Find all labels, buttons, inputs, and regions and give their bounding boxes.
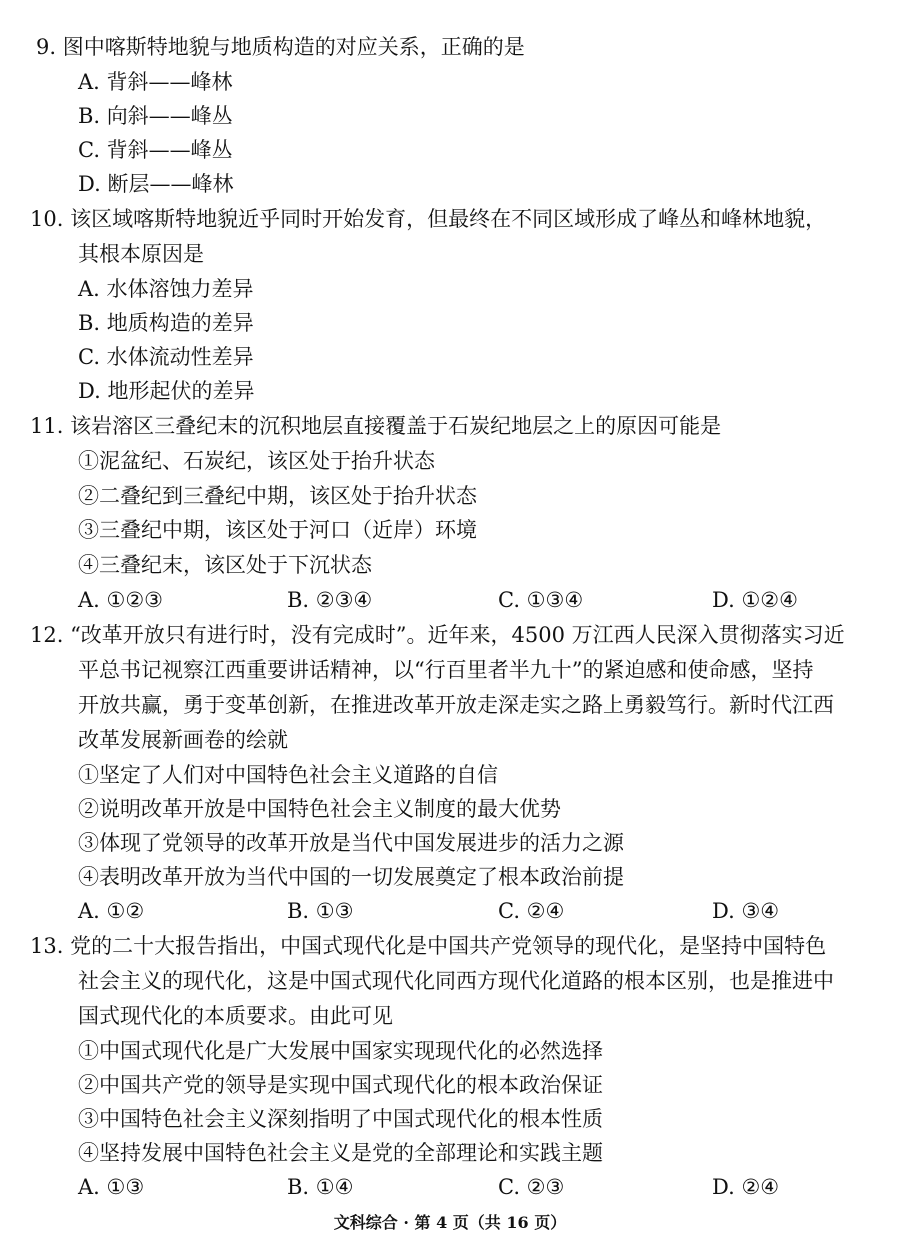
q13-choice-c: C. ②③	[498, 1175, 565, 1199]
q12-stem-line-4: 改革发展新画卷的绘就	[78, 728, 288, 752]
q13-statement-1: ①中国式现代化是广大发展中国家实现现代化的必然选择	[78, 1039, 603, 1063]
q12-stem-line-1: 12. “改革开放只有进行时，没有完成时”。近年来，4500 万江西人民深入贯彻落实习近	[30, 623, 845, 647]
q12-statement-4: ④表明改革开放为当代中国的一切发展奠定了根本政治前提	[78, 865, 624, 889]
q12-choice-c: C. ②④	[498, 899, 565, 923]
q11-statement-2: ②二叠纪到三叠纪中期，该区处于抬升状态	[78, 484, 477, 508]
q13-stem-line-2: 社会主义的现代化，这是中国式现代化同西方现代化道路的根本区别，也是推进中	[78, 969, 834, 993]
q9-option-d: D. 断层——峰林	[78, 172, 234, 196]
q11-choice-a: A. ①②③	[78, 588, 163, 612]
q13-choices-row	[0, 1173, 900, 1201]
q12-statement-1: ①坚定了人们对中国特色社会主义道路的自信	[78, 763, 498, 787]
q12-statement-2: ②说明改革开放是中国特色社会主义制度的最大优势	[78, 797, 561, 821]
q13-stem-line-3: 国式现代化的本质要求。由此可见	[78, 1004, 393, 1028]
q12-stem-line-3: 开放共赢，勇于变革创新，在推进改革开放走深走实之路上勇毅笃行。新时代江西	[78, 693, 834, 717]
q9-stem-line-1: 9. 图中喀斯特地貌与地质构造的对应关系，正确的是	[36, 35, 525, 59]
q11-statement-4: ④三叠纪末，该区处于下沉状态	[78, 553, 372, 577]
q13-choice-a: A. ①③	[78, 1175, 145, 1199]
q12-stem-line-2: 平总书记视察江西重要讲话精神，以“行百里者半九十”的紧迫感和使命感，坚持	[78, 658, 814, 682]
q11-choice-d: D. ①②④	[712, 588, 798, 612]
q12-choice-d: D. ③④	[712, 899, 780, 923]
q10-option-b: B. 地质构造的差异	[78, 311, 254, 335]
q11-statement-1: ①泥盆纪、石炭纪，该区处于抬升状态	[78, 449, 435, 473]
q11-choice-c: C. ①③④	[498, 588, 584, 612]
q9-option-b: B. 向斜——峰丛	[78, 104, 233, 128]
q9-option-c: C. 背斜——峰丛	[78, 138, 233, 162]
q12-choices-row	[0, 897, 900, 925]
q10-option-c: C. 水体流动性差异	[78, 345, 254, 369]
q13-stem-line-1: 13. 党的二十大报告指出，中国式现代化是中国共产党领导的现代化，是坚持中国特色	[30, 934, 827, 958]
q12-choice-a: A. ①②	[78, 899, 145, 923]
q13-choice-d: D. ②④	[712, 1175, 780, 1199]
q12-statement-3: ③体现了党领导的改革开放是当代中国发展进步的活力之源	[78, 831, 624, 855]
q11-statement-3: ③三叠纪中期，该区处于河口（近岸）环境	[78, 518, 477, 542]
q11-stem-line-1: 11. 该岩溶区三叠纪末的沉积地层直接覆盖于石炭纪地层之上的原因可能是	[30, 414, 722, 438]
q13-choice-b: B. ①④	[287, 1175, 354, 1199]
q11-choice-b: B. ②③④	[287, 588, 373, 612]
q9-option-a: A. 背斜——峰林	[78, 70, 233, 94]
q10-stem-line-1: 10. 该区域喀斯特地貌近乎同时开始发育，但最终在不同区域形成了峰丛和峰林地貌，	[30, 207, 827, 231]
q11-choices-row	[0, 586, 900, 614]
q13-statement-2: ②中国共产党的领导是实现中国式现代化的根本政治保证	[78, 1073, 603, 1097]
page-footer: 文科综合 · 第 4 页（共 16 页）	[333, 1213, 567, 1232]
q10-stem-line-2: 其根本原因是	[78, 242, 204, 266]
q12-choice-b: B. ①③	[287, 899, 354, 923]
q13-statement-3: ③中国特色社会主义深刻指明了中国式现代化的根本性质	[78, 1107, 603, 1131]
q13-statement-4: ④坚持发展中国特色社会主义是党的全部理论和实践主题	[78, 1141, 603, 1165]
q10-option-d: D. 地形起伏的差异	[78, 379, 255, 403]
q10-option-a: A. 水体溶蚀力差异	[78, 277, 254, 301]
